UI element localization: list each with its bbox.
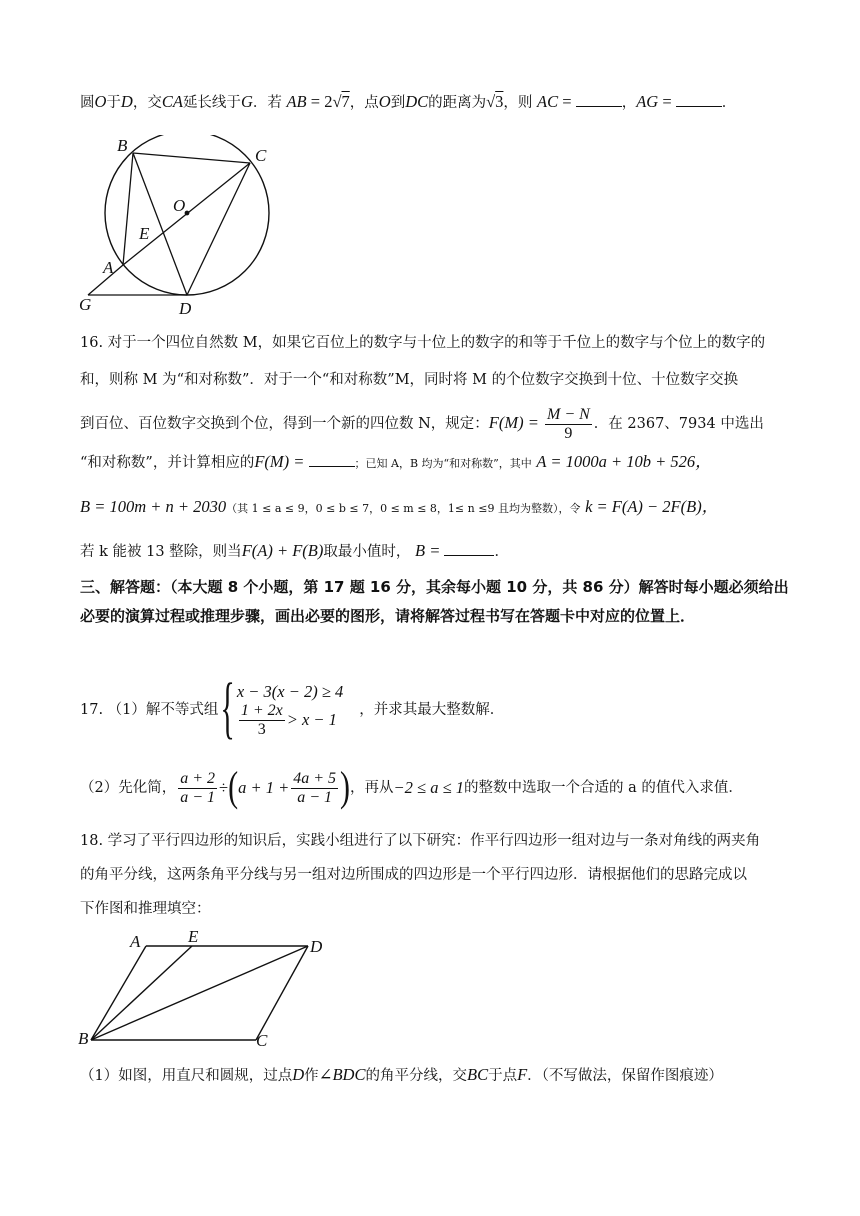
section-3-heading: 三、解答题：（本大题 8 个小题，第 17 题 16 分，其余每小题 10 分，共 86 分）解答时每小题必须给出必要的演算过程或推理步骤，画出必要的图形，请将解答过程书写在答题卡中对应的位置上． [80,578,789,625]
diagonal-bd [91,946,308,1040]
segment-be [91,946,192,1040]
label-d2: D [310,937,323,956]
label-a: A [103,258,114,277]
label-c: C [255,146,267,165]
q18-line-3: 下作图和推理填空： [80,901,211,917]
label-e2: E [188,927,199,946]
q16-line-4: “和对称数”，并计算相应的F(M) = ；已知 A，B 均为“和对称数”，其中 A = 1000a + 10b + 526， [80,452,712,471]
q18-part-1: （1）如图，用直尺和圆规，过点D作∠BDC的角平分线，交BC于点F．（不写做法，保留作图痕迹） [80,1065,723,1084]
label-b2: B [78,1029,89,1048]
answer-blank-fm[interactable] [309,452,355,467]
label-e: E [139,224,150,243]
parallelogram-figure [70,925,340,1055]
answer-blank-ac[interactable] [576,92,622,107]
inequality-1: x − 3(x − 2) ≥ 4 [236,681,344,701]
label-d: D [179,299,192,318]
segment-ba [123,153,133,265]
answer-blank-ag[interactable] [676,92,722,107]
label-o: O [173,196,186,215]
answer-blank-b[interactable] [444,541,494,556]
label-g: G [79,295,92,314]
q17-part-1: 17. （1）解不等式组 { x − 3(x − 2) ≥ 4 $\frac{1 + 2x}{3}$ > x − 1 ，并求其最大整数解． [80,670,505,747]
q16-line-6: 若 k 能被 13 整除，则当F(A) + F(B)取最小值时， B = ． [80,541,509,560]
inequality-2-fraction: $\frac{1 + 2x}{3}$ [240,701,283,738]
segment-bc [133,153,250,163]
fraction-4a-plus-5: $\frac{4a + 5}{a - 1}$ [293,769,337,806]
fraction-m-minus-n-over-9: $\frac{M - N}{9}$ [547,405,590,442]
circle-figure [75,135,295,320]
q16-line-5: B = 100m + n + 2030（其 1 ≤ a ≤ 9，0 ≤ b ≤ 7，0 ≤ m ≤ 8，1≤ n ≤9 且均为整数），令 k = F(A) − 2F(B)， [80,497,719,516]
q18-line-2: 的角平分线，这两条角平分线与另一组对边所围成的四边形是一个平行四边形．请根据他们的思路完成以 [80,867,747,883]
q18-line-1: 18. 学习了平行四边形的知识后，实践小组进行了以下研究：作平行四边形一组对边与一条对角线的两夹角 [80,833,761,849]
label-b: B [117,136,128,155]
segment-cd-right [256,946,308,1040]
center-point [185,211,190,216]
fraction-a-plus-2: $\frac{a + 2}{a - 1}$ [180,769,216,806]
q16-line-2: 和，则称 M 为“和对称数”．对于一个“和对称数”M，同时将 M 的个位数字交换到十位、十位数字交换 [80,372,739,388]
q17-part-2: （2）先化简， $\frac{a + 2}{a - 1}$ ÷ ( a + 1 + $\frac{4a + 5}{a - 1}$ ) ，再从 −2 ≤ a ≤ 1 的整数中选取一个合适的 a 的值代入求值． [80,764,743,811]
label-c2: C [256,1031,268,1050]
q16-line-3: 到百位、百位数字交换到个位，得到一个新的四位数 N，规定：F(M) = $\frac{M - N}{9}$ ．在 2367、7934 中选出 [80,405,764,442]
q16-line-1: 16. 对于一个四位自然数 M，如果它百位上的数字与十位上的数字的和等于千位上的数字与个位上的数字的 [80,335,766,351]
label-a2: A [130,932,141,951]
q15-line: 圆O于D，交CA延长线于G．若 AB = 2√7，点O到DC的距离为√3，则 AC = ，AG = ． [80,92,737,111]
segment-ab [91,946,146,1040]
